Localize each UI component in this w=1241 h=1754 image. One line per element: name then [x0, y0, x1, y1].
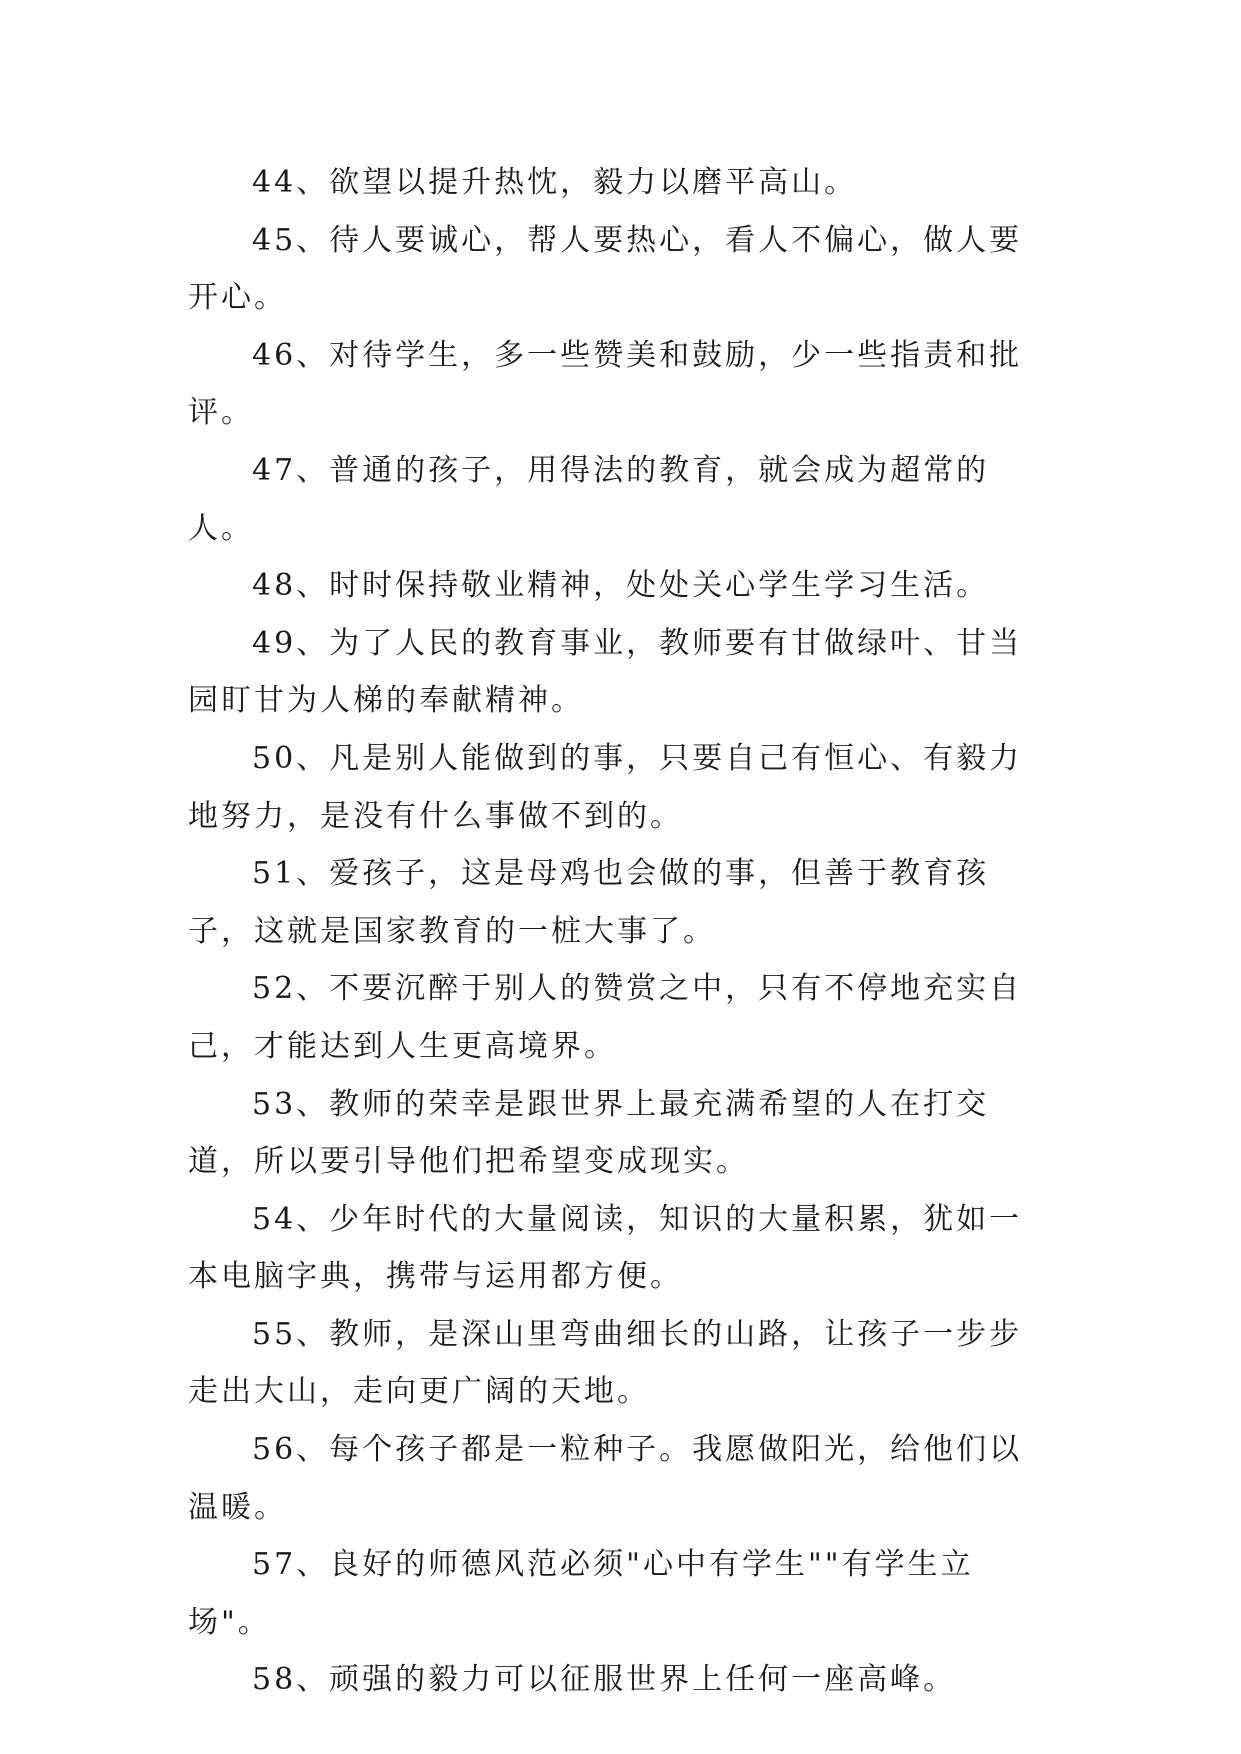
quote-52: 52、不要沉醉于别人的赞赏之中，只有不停地充实自己，才能达到人生更高境界。: [188, 971, 1023, 1064]
quote-53: 53、教师的荣幸是跟世界上最充满希望的人在打交道，所以要引导他们把希望变成现实。: [188, 1086, 990, 1180]
quote-56: 56、每个孩子都是一粒种子。我愿做阳光，给他们以温暖。: [188, 1432, 1023, 1525]
quote-48: 48、时时保持敬业精神，处处关心学生学习生活。: [252, 568, 990, 604]
quote-55: 55、教师，是深山里弯曲细长的山路，让孩子一步步走出大山，走向更广阔的天地。: [188, 1316, 1023, 1410]
quote-58: 58、顽强的毅力可以征服世界上任何一座高峰。: [252, 1662, 957, 1698]
quote-51: 51、爱孩子，这是母鸡也会做的事，但善于教育孩子，这就是国家教育的一桩大事了。: [188, 856, 990, 949]
quote-44: 44、欲望以提升热忱，毅力以磨平高山。: [252, 165, 858, 200]
quote-45: 45、待人要诚心，帮人要热心，看人不偏心，做人要开心。: [188, 222, 1023, 316]
quote-list: [188, 154, 1050, 1709]
quote-49: 49、为了人民的教育事业，教师要有甘做绿叶、甘当园盯甘为人梯的奉献精神。: [188, 625, 1023, 719]
quote-54: 54、少年时代的大量阅读，知识的大量积累，犹如一本电脑字典，携带与运用都方便。: [188, 1201, 1023, 1295]
quote-57: 57、良好的师德风范必须"心中有学生""有学生立场"。: [188, 1547, 974, 1640]
quote-46: 46、对待学生，多一些赞美和鼓励，少一些指责和批评。: [188, 337, 1023, 431]
quote-50: 50、凡是别人能做到的事，只要自己有恒心、有毅力地努力，是没有什么事做不到的。: [188, 740, 1023, 834]
quote-47: 47、普通的孩子，用得法的教育，就会成为超常的人。: [188, 452, 990, 546]
